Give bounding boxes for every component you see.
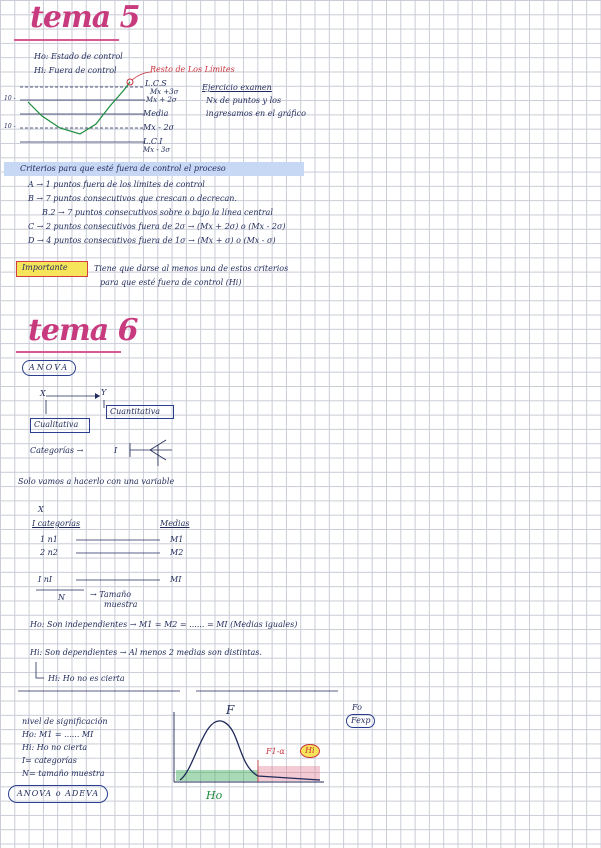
- f-crit-label: F1-α: [266, 747, 285, 756]
- summary-line: nivel de significación: [22, 717, 108, 726]
- criterion-b2: B.2 → 7 puntos consecutivos sobre o bajo la línea central: [42, 208, 273, 217]
- f-label: F: [226, 703, 235, 717]
- table-row: I nI: [38, 575, 53, 584]
- criterion-d: D → 4 puntos consecutivos fuera de 1σ → (Mx + σ) o (Mx - σ): [28, 236, 276, 245]
- anova-h1-note: Hi: Ho no es cierta: [48, 674, 125, 683]
- importante-text-1: Tiene que darse al menos una de estos criterios: [94, 264, 289, 273]
- summary-line: N= tamaño muestra: [22, 769, 105, 778]
- tema5-title: tema 5: [30, 0, 140, 35]
- importante-text-2: para que esté fuera de control (Hi): [100, 278, 242, 287]
- exam-note-3: ingresamos en el gráfico: [206, 109, 306, 118]
- summary-line: Hi: Ho no cierta: [22, 743, 88, 752]
- criterion-a: A → 1 puntos fuera de los límites de control: [28, 180, 205, 189]
- i-label: I: [114, 446, 118, 455]
- lci-formula: Mx - 3σ: [143, 146, 171, 154]
- table-row: M1: [170, 535, 184, 544]
- fo-label: Fo: [352, 703, 362, 712]
- cuantitativa-label: Cuantitativa: [110, 407, 161, 416]
- importante-label: Importante: [22, 263, 68, 272]
- hi-circle: Hi: [300, 744, 320, 758]
- lcs-formula: Mx +3σ: [150, 88, 179, 96]
- exam-note-2: Nx de puntos y los: [206, 96, 282, 105]
- tamano-label-1: → Tamaño: [90, 590, 132, 599]
- criterion-c: C → 2 puntos consecutivos fuera de 2σ → (Mx + 2σ) o (Mx - 2σ): [28, 222, 286, 231]
- table-row: 2 n2: [40, 548, 58, 557]
- tamano-label-2: muestra: [104, 600, 138, 609]
- table-header-left: I categorías: [32, 519, 81, 528]
- lcs-label: L.C.S: [145, 79, 167, 88]
- cualitativa-label: Cualitativa: [34, 420, 79, 429]
- tema5-h0: Ho: Estado de control: [34, 52, 123, 61]
- criterion-b: B → 7 puntos consecutivos que crescan o decrecan.: [28, 194, 237, 203]
- mx-minus-2-label: Mx - 2σ: [143, 123, 175, 132]
- x-label: X: [40, 389, 46, 398]
- tema5-h1: Hi: Fuera de control: [34, 66, 117, 75]
- table-row: 1 n1: [40, 535, 58, 544]
- limits-note: Resto de Los Límites: [150, 65, 235, 74]
- fexp-label: Fexp: [346, 714, 375, 728]
- exam-note-1: Ejercicio examen: [202, 83, 272, 92]
- tema6-title: tema 6: [28, 313, 138, 348]
- lci-label: L.C.I: [143, 137, 163, 146]
- summary-line: Ho: M1 = ...... MI: [22, 730, 94, 739]
- anova-badge: ANOVA: [22, 360, 76, 376]
- media-label: Media: [143, 109, 169, 118]
- tick-mid: 10 -: [4, 123, 16, 130]
- tick-top: 10 -: [4, 95, 16, 102]
- anova-h0: Ho: Son independientes → M1 = M2 = ...... = MI (Medias iguales): [30, 620, 298, 629]
- table-header-right: Medias: [160, 519, 190, 528]
- y-label: Y: [101, 388, 107, 397]
- table-row: M2: [170, 548, 184, 557]
- solo-text: Solo vamos a hacerlo con una variable: [18, 477, 175, 486]
- anova-adeva-label: ANOVA o ADEVA: [8, 785, 108, 803]
- categorias-label: Categorías →: [30, 446, 84, 455]
- summary-line: I= categorías: [22, 756, 77, 765]
- two-sigma-up-label: Mx + 2σ: [146, 96, 177, 104]
- table-x: X: [38, 505, 44, 514]
- ho-label: Ho: [206, 789, 223, 802]
- n-label: N: [58, 593, 65, 602]
- anova-h1: Hi: Son dependientes → Al menos 2 medias son distintas.: [30, 648, 262, 657]
- criteria-header: Criterios para que esté fuera de control el proceso: [20, 164, 226, 173]
- table-row: MI: [170, 575, 182, 584]
